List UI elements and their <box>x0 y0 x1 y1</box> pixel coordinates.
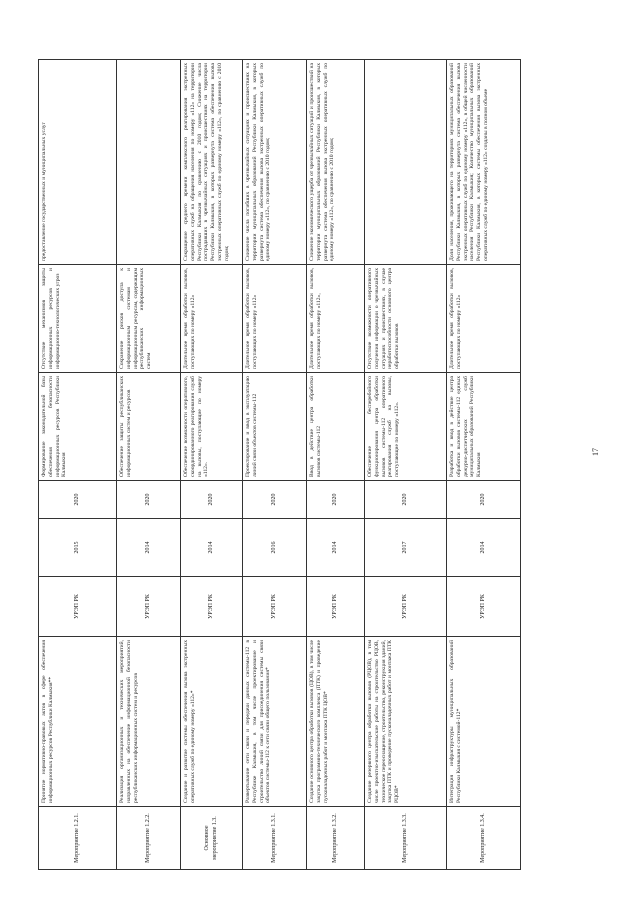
table-row <box>117 60 181 870</box>
page-number: 17 <box>591 448 600 456</box>
measure-end-year: 2020 <box>39 481 117 519</box>
table-row <box>243 60 307 870</box>
measure-name: Создание основного центра обработки вызовов (ЦОВ), в том числе закупка программно-технического комплекса (ПТК) и проведение пусконаладочных работ и монтажа ПТК ЦОВ* <box>307 637 365 807</box>
rotated-table-page <box>38 60 520 870</box>
measure-executor: УРЭП РК <box>117 577 181 637</box>
measure-executor: УРЭП РК <box>447 577 521 637</box>
measure-indicator: предоставление государственных и муниципальных услуг <box>39 60 117 265</box>
measure-end-year: 2020 <box>447 481 521 519</box>
measure-code: Мероприятие 1.3.3. <box>365 807 447 870</box>
table-row <box>181 60 243 870</box>
measure-consequence: Длительное время обработки вызовов, поступающих по номеру «112» <box>447 265 521 373</box>
measure-code: Мероприятие 1.3.1. <box>243 807 307 870</box>
measure-name: Создание и развитие системы обеспечения вызова экстренных оперативных служб по единому номеру «112»* <box>181 637 243 807</box>
measure-end-year: 2020 <box>117 481 181 519</box>
measure-end-year: 2020 <box>365 481 447 519</box>
measure-indicator: Снижение числа погибших в чрезвычайных ситуациях и происшествиях на территории муниципальных образований Республики Калмыкия, в которых развернута система обеспечения вызова экстренных оперативных служб по единому номеру «112», по сравнению с 2010 годом; <box>243 60 307 265</box>
measure-start-year: 2014 <box>181 519 243 577</box>
measure-start-year: 2015 <box>39 519 117 577</box>
measure-consequence: Отсутствие механизмов защиты информационных ресурсов и информационно-технологических угроз <box>39 265 117 373</box>
measure-consequence: Длительное время обработки вызовов, поступающих по номеру «112» <box>181 265 243 373</box>
measure-code: Основное мероприятие 1.3. <box>181 807 243 870</box>
measure-indicator <box>117 60 181 265</box>
measure-executor: УРЭП РК <box>243 577 307 637</box>
measure-name: Развертывание сети связи и передачи данных системы-112 в Республике Калмыкия, в том числе проектирование и строительство линий связи для присоединения системы связи объектов системы-112 к сети связи общего пользования* <box>243 637 307 807</box>
measure-start-year: 2016 <box>243 519 307 577</box>
measure-code: Мероприятие 1.2.1. <box>39 807 117 870</box>
measure-result: Обеспечение бесперебойного функционирования центра обработки вызовов системы-112 оперативного реагирования служб на вызовы, поступающие по номеру «112». <box>365 373 447 481</box>
measure-executor: УРЭП РК <box>365 577 447 637</box>
measure-name: Реализация организационных и технических мероприятий, направленных на обеспечение информационной безопасности республиканских информационных систем и ресурсов <box>117 637 181 807</box>
measure-executor: УРЭП РК <box>181 577 243 637</box>
measure-start-year: 2014 <box>307 519 365 577</box>
measure-indicator: Сокращение среднего времени комплексного реагирования экстренных оперативных служб на обращения населения по номеру «112» на территории Республики Калмыкия по сравнению с 2010 годом; Снижение числа пострадавших в чрезвычайных ситуациях и происшествиях на территории Республики Калмыкия, в которых развернута система обеспечения вызова экстренных оперативных служб по единому номеру «112», по сравнению с 2010 годом; <box>181 60 243 265</box>
measure-result: Обеспечение возможности оперативного, скоординированного реагирования служб на вызовы, поступающие по номеру «112». <box>181 373 243 481</box>
measure-consequence: Длительное время обработки вызовов, поступающих по номеру «112», <box>307 265 365 373</box>
measure-consequence: Сохранение рисков доступа к информационным системам и информационным ресурсам, содержащим республиканских информационных систем <box>117 265 181 373</box>
table-row <box>307 60 365 870</box>
measure-indicator: Доля населения, проживающего на территориях муниципальных образований Республики Калмыкия, в которых развернута система обеспечения вызова экстренных оперативных служб по единому номеру «112», в общей численности населения Республики Калмыкия; Количество муниципальных образований Республики Калмыкия, в которых системы обеспечения вызова экстренных оперативных служб по единому номеру «112» созданы в полном объеме <box>447 60 521 265</box>
measure-result: Проектирование и ввод в эксплуатацию линий связи объектов системы-112 <box>243 373 307 481</box>
measure-indicator <box>365 60 447 265</box>
measure-executor: УРЭП РК <box>307 577 365 637</box>
measure-result: Ввод в действие центра обработки вызовов системы-112 <box>307 373 365 481</box>
measure-start-year: 2017 <box>365 519 447 577</box>
measure-start-year: 2014 <box>447 519 521 577</box>
measure-name: Создание резервного центра обработки вызовов (РЦОВ), в том числе проектно-изыскательские работы на строительство РЦОВ, техническое переоснащение, строительство, реконструкция зданий, закупка ПТК и проведение пусконаладочных работ и монтажа ПТК РЦОВ* <box>365 637 447 807</box>
measure-result: Обеспечение защиты республиканских информационных систем и ресурсов <box>117 373 181 481</box>
measure-code: Мероприятие 1.3.2. <box>307 807 365 870</box>
measure-result: Разработка и ввод в действие центра обработки вызовов системы-112 единых дежурно-диспетчерских служб муниципальных образований Республики Калмыкия <box>447 373 521 481</box>
measure-result: Формирование законодательной базы обеспечения безопасности информационных ресурсов Республики Калмыкия <box>39 373 117 481</box>
measure-name: Принятие нормативно-правовых актов в сфере обеспечения информационных ресурсов Республики Калмыкия** <box>39 637 117 807</box>
measure-code: Мероприятие 1.2.2. <box>117 807 181 870</box>
table-row <box>447 60 521 870</box>
measure-name: Интеграция инфраструктуры муниципальных образований Республики Калмыкия с системой-112* <box>447 637 521 807</box>
measure-end-year: 2020 <box>181 481 243 519</box>
measure-executor: УРЭП РК <box>39 577 117 637</box>
measure-indicator: Снижение экономического ущерба от чрезвычайных ситуаций и происшествий на территории муниципальных образований Республики Калмыкия, в которых развернута система обеспечения вызова экстренных оперативных служб по единому номеру «112», по сравнению с 2010 годом; <box>307 60 365 265</box>
measure-consequence: Отсутствие возможности оперативного получения информации о чрезвычайных ситуациях и происшествиях, в случае неработоспособности основного центра обработки вызовов <box>365 265 447 373</box>
measure-consequence: Длительное время обработки вызовов, поступающих по номеру «112» <box>243 265 307 373</box>
measure-start-year: 2014 <box>117 519 181 577</box>
table-row <box>365 60 447 870</box>
table-row <box>39 60 117 870</box>
measure-code: Мероприятие 1.3.4. <box>447 807 521 870</box>
program-measures-table <box>38 59 521 870</box>
measure-end-year: 2020 <box>307 481 365 519</box>
measure-end-year: 2020 <box>243 481 307 519</box>
